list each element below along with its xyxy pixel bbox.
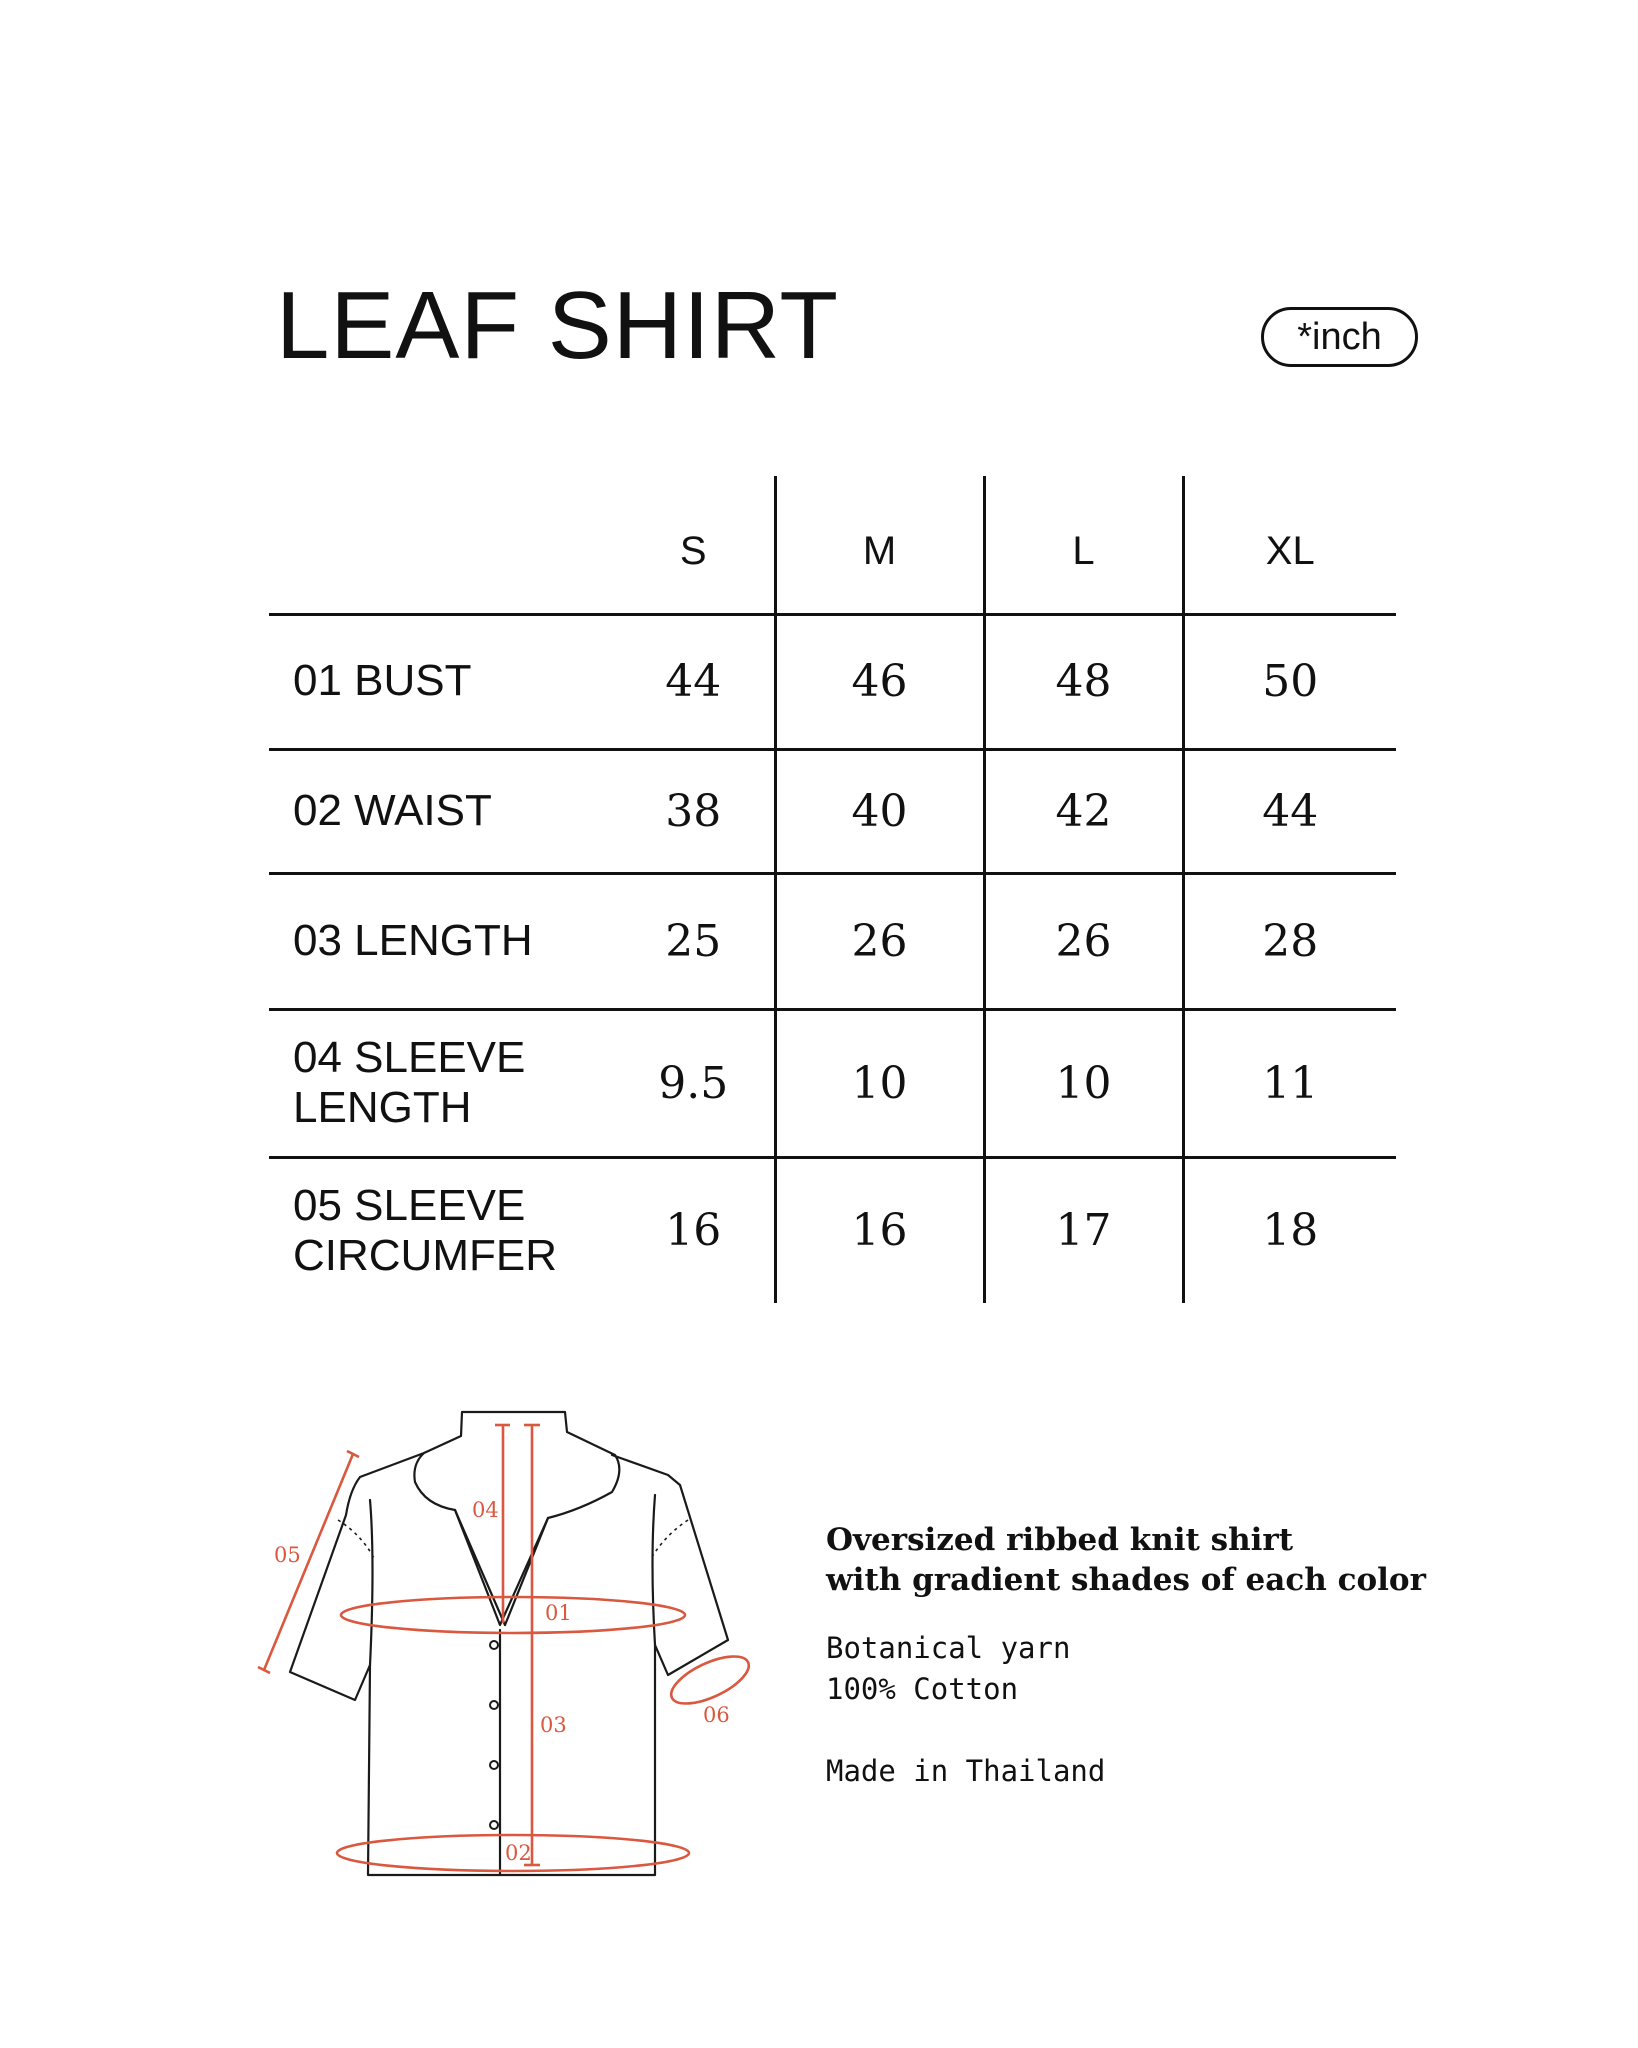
cell-value: 40 xyxy=(775,749,984,873)
product-description xyxy=(826,1520,1466,1792)
page-title: LEAF SHIRT xyxy=(276,272,840,379)
column-header-xl: XL xyxy=(1183,476,1396,614)
button-icons xyxy=(490,1641,498,1829)
center-length-measure-label: 04 xyxy=(472,1498,499,1522)
cell-value: 48 xyxy=(984,614,1183,749)
shirt-outline-icon xyxy=(290,1412,728,1875)
row-label-line: 02 WAIST xyxy=(293,785,492,835)
cell-value: 10 xyxy=(775,1009,984,1157)
column-header-s: S xyxy=(613,476,775,614)
table-row xyxy=(269,1157,1396,1303)
table-row xyxy=(269,749,1396,873)
material-line: Botanical yarn xyxy=(826,1631,1071,1665)
row-label xyxy=(269,614,613,749)
size-chart-table xyxy=(269,476,1396,1303)
cell-value: 16 xyxy=(665,1205,722,1257)
sleeve-length-measure-label: 05 xyxy=(274,1543,301,1567)
cell-value: 25 xyxy=(613,873,775,1009)
cell-value: 42 xyxy=(984,749,1183,873)
material-line: 100% Cotton xyxy=(826,1672,1019,1706)
shirt-measurement-diagram xyxy=(250,1395,810,1915)
row-label xyxy=(269,873,613,1009)
headline-line: with gradient shades of each color xyxy=(826,1562,1426,1598)
row-label-line: 03 LENGTH xyxy=(293,915,533,965)
row-label xyxy=(269,1009,613,1157)
table-row xyxy=(269,1009,1396,1157)
row-label-line: 05 SLEEVE xyxy=(293,1180,526,1230)
cell-value: 10 xyxy=(984,1009,1183,1157)
bust-measure-label: 01 xyxy=(545,1601,572,1625)
cell-value: 44 xyxy=(1183,749,1396,873)
row-label-line: LENGTH xyxy=(293,1083,472,1132)
row-label-line: 04 SLEEVE xyxy=(293,1032,526,1082)
cell-value: 16 xyxy=(775,1157,984,1303)
waist-measure-label: 02 xyxy=(505,1841,532,1865)
column-header-l: L xyxy=(984,476,1183,614)
cell-value: 26 xyxy=(775,873,984,1009)
seam-lines xyxy=(338,1520,688,1560)
headline-line: Oversized ribbed knit shirt xyxy=(826,1522,1294,1558)
row-label-line: 01 BUST xyxy=(293,656,472,706)
cell-value: 50 xyxy=(1183,614,1396,749)
cell-value: 9.5 xyxy=(613,1009,775,1157)
table-header-row xyxy=(269,476,1396,614)
table-row xyxy=(269,614,1396,749)
cell-value: 26 xyxy=(984,873,1183,1009)
description-headline xyxy=(826,1520,1466,1600)
cell-value: 28 xyxy=(1183,873,1396,1009)
column-header-m: M xyxy=(775,476,984,614)
row-label xyxy=(269,1157,613,1303)
origin-line: Made in Thailand xyxy=(826,1754,1106,1788)
measurement-lines xyxy=(258,1425,755,1871)
header-empty-cell xyxy=(269,476,613,614)
table-row xyxy=(269,873,1396,1009)
length-measure-label: 03 xyxy=(540,1713,567,1737)
cell-value: 18 xyxy=(1183,1157,1396,1303)
cell-value: 17 xyxy=(984,1157,1183,1303)
row-label-line: CIRCUMFER xyxy=(293,1230,557,1280)
cell-value: 46 xyxy=(775,614,984,749)
row-label xyxy=(269,749,613,873)
cell-value: 38 xyxy=(613,749,775,873)
cell-value: 44 xyxy=(613,614,775,749)
cell-value: 11 xyxy=(1183,1009,1396,1157)
unit-badge: *inch xyxy=(1261,307,1418,367)
cuff-measure-label: 06 xyxy=(703,1703,730,1727)
